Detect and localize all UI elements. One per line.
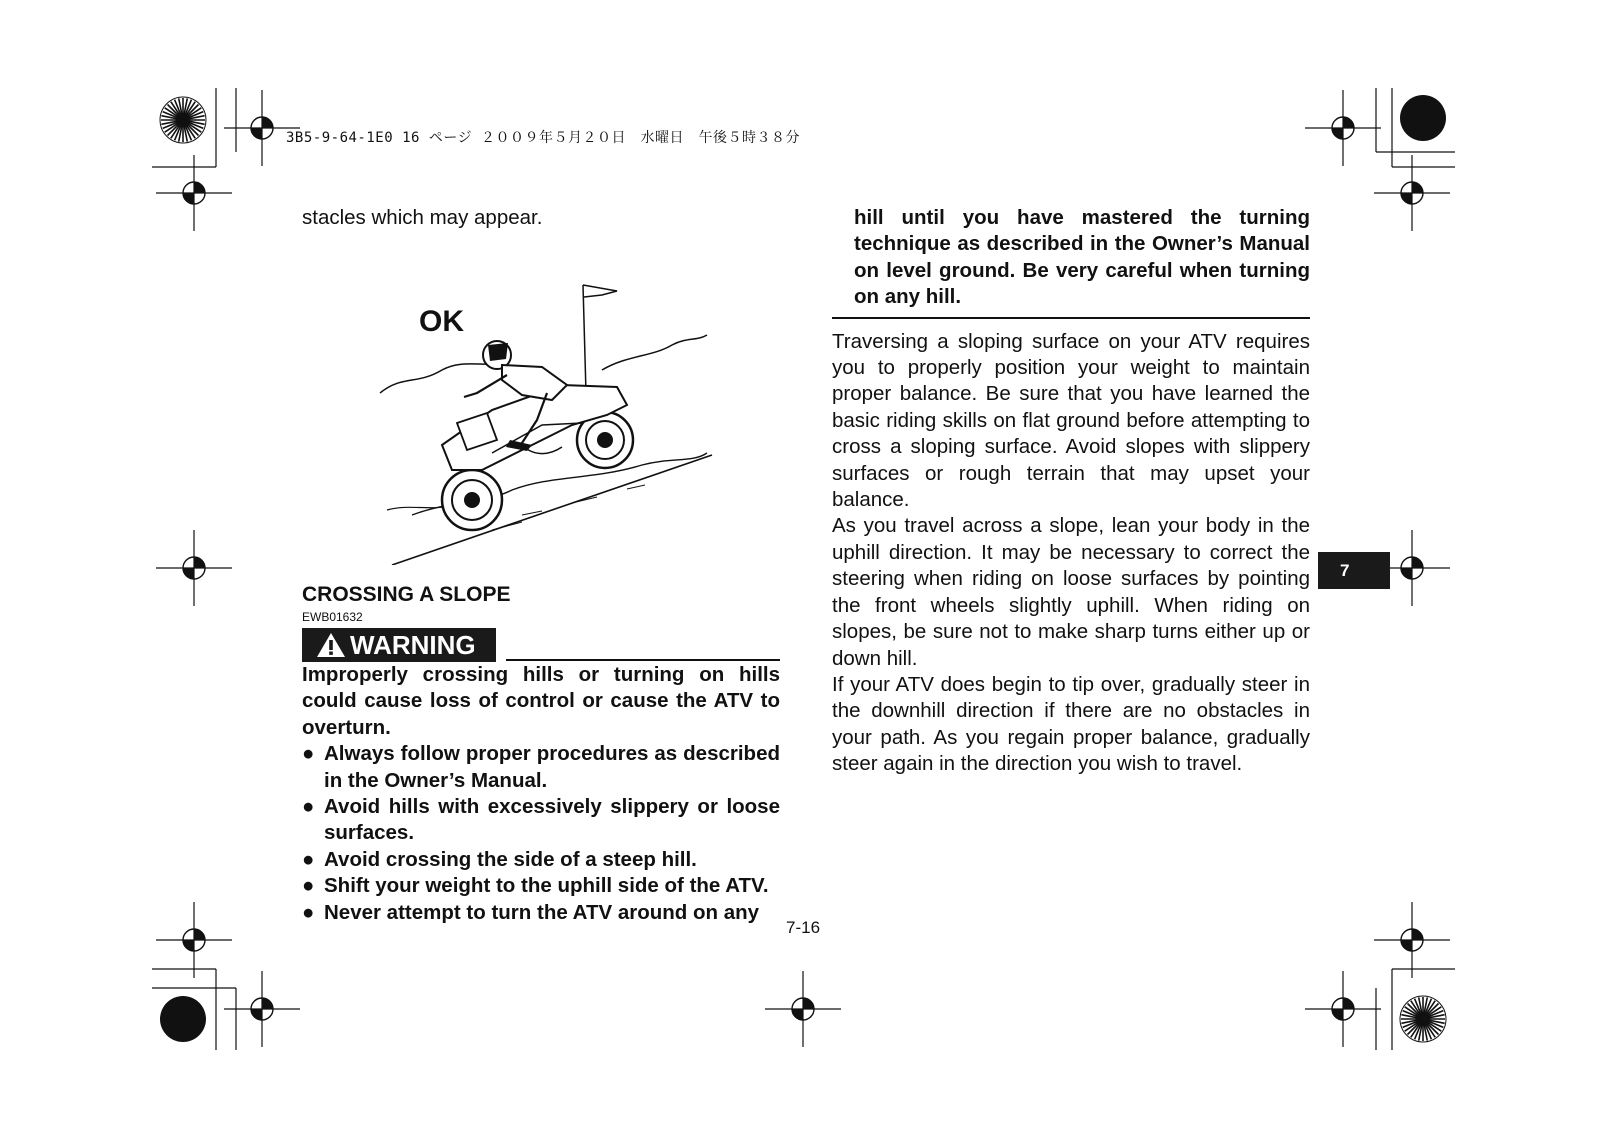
bullet-icon: ●: [302, 900, 315, 924]
page-number: 7-16: [786, 918, 821, 937]
paragraph: If your ATV does begin to tip over, gradually steer in the downhill direction if there are no obstacles in your path. As you regain proper balance, gradually steer again in the direction you wish to travel.: [832, 672, 1310, 776]
section-title: CROSSING A SLOPE: [302, 583, 511, 606]
warning-end-rule: [832, 317, 1310, 319]
bullet-icon: ●: [302, 874, 315, 898]
print-header: 3B5-9-64-1E0 16 ページ ２００９年５月２０日 水曜日 午後５時３８分: [286, 130, 801, 146]
figure-ok-label: OK: [419, 305, 464, 338]
warning-label: WARNING: [350, 629, 476, 660]
atv-illustration: [302, 237, 780, 572]
paragraph: As you travel across a slope, lean your body in the uphill direction. It may be necessary to correct the steering when riding on loose surfaces by pointing the front wheels slightly uphill. When riding on slopes, be sure not to make sharp turns either up or down hill.: [832, 514, 1310, 670]
list-item: ● Shift your weight to the uphill side of the ATV.: [302, 873, 780, 899]
bullet-icon: ●: [302, 742, 315, 766]
list-item: ● Always follow proper procedures as described in the Owner’s Manual.: [302, 742, 780, 792]
list-item: ● Never attempt to turn the ATV around on any: [302, 900, 780, 926]
warning-header: [302, 628, 780, 662]
warning-bullets: [302, 741, 780, 926]
warning-continuation: hill until you have mastered the turning technique as described in the Owner’s Manual on level ground. Be very careful when turning on any hill.: [854, 206, 1310, 309]
chapter-tab: 7: [1318, 552, 1390, 589]
warning-text: Improperly crossing hills or turning on hills could cause loss of control or cause the ATV to overturn.: [302, 663, 780, 739]
paragraph: Traversing a sloping surface on your ATV requires you to properly position your weight to maintain proper balance. Be sure that you have learned the basic riding skills on flat ground before attempting to cross a sloping surface. Avoid slopes with slippery surfaces or rough terrain that may upset your balance.: [832, 329, 1310, 512]
warning-triangle-icon: [316, 632, 346, 658]
warning-code: EWB01632: [302, 610, 363, 624]
warning-rule: [506, 659, 780, 661]
right-column: [832, 205, 1310, 778]
warning-badge: [302, 628, 496, 662]
list-item: ● Avoid crossing the side of a steep hill.: [302, 847, 780, 873]
intro-text: stacles which may appear.: [302, 206, 543, 229]
list-item: ● Avoid hills with excessively slippery or loose surfaces.: [302, 795, 780, 845]
atv-on-slope-image: [372, 275, 722, 565]
bullet-icon: ●: [302, 847, 315, 871]
bullet-icon: ●: [302, 795, 315, 819]
left-column: [302, 205, 780, 926]
